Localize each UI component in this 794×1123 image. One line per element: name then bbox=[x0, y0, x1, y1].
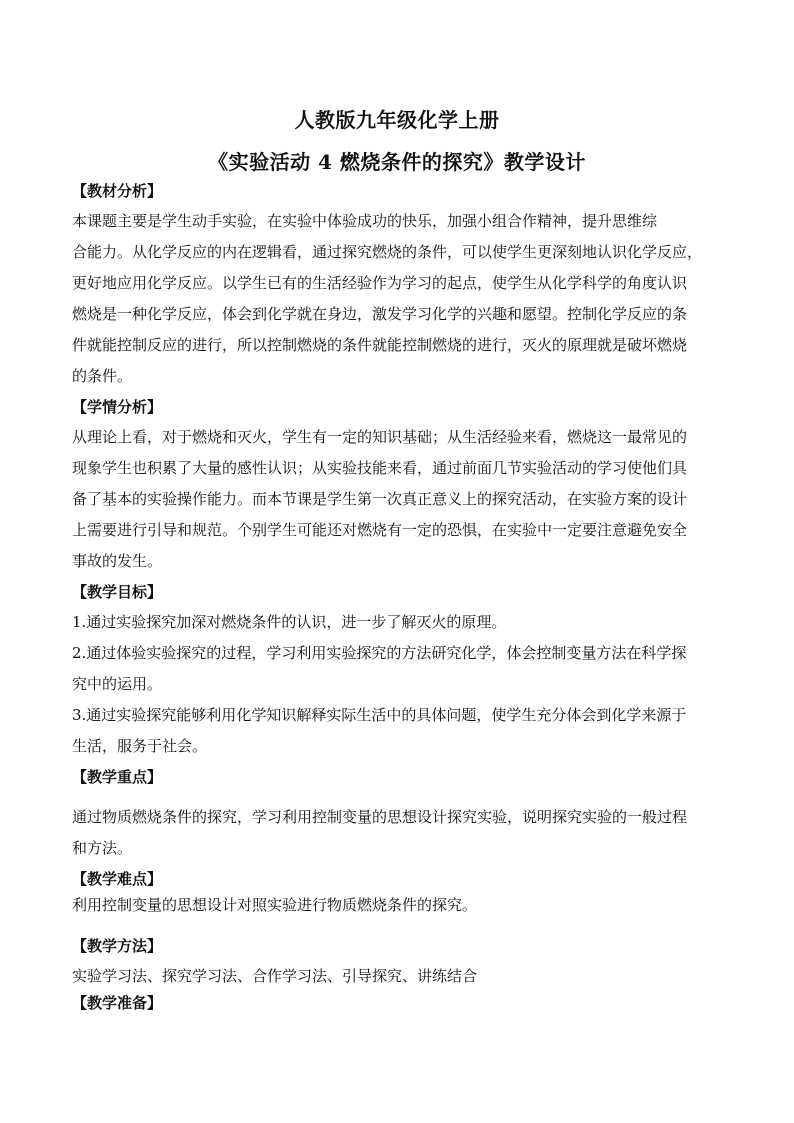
section-heading: 【学情分析】 bbox=[72, 398, 163, 416]
section-textbook-analysis bbox=[72, 180, 722, 392]
paragraph-line: 事故的发生。 bbox=[72, 552, 163, 570]
paragraph-line: 本课题主要是学生动手实验，在实验中体验成功的快乐，加强小组合作精神，提升思维综 bbox=[72, 212, 658, 230]
section-heading: 【教学准备】 bbox=[72, 994, 163, 1012]
paragraph-line: 现象学生也积累了大量的感性认识；从实验技能来看，通过前面几节实验活动的学习使他们具 bbox=[72, 459, 688, 477]
document-subtitle: 《实验活动 4 燃烧条件的探究》教学设计 bbox=[208, 150, 586, 174]
objective-item-3-cont: 生活，服务于社会。 bbox=[72, 737, 208, 755]
objective-item-3: 3.通过实验探究能够利用化学知识解释实际生活中的具体问题，使学生充分体会到化学来源于 bbox=[72, 706, 687, 724]
section-methods bbox=[72, 935, 722, 992]
section-heading: 【教学方法】 bbox=[72, 937, 163, 955]
paragraph-line: 通过物质燃烧条件的探究，学习利用控制变量的思想设计探究实验，说明探究实验的一般过程 bbox=[72, 808, 688, 826]
section-objectives bbox=[72, 581, 722, 762]
objective-item-2-cont: 究中的运用。 bbox=[72, 675, 163, 693]
section-heading: 【教材分析】 bbox=[72, 182, 163, 200]
section-heading: 【教学目标】 bbox=[72, 583, 163, 601]
paragraph-line: 上需要进行引导和规范。个别学生可能还对燃烧有一定的恐惧，在实验中一定要注意避免安全 bbox=[72, 521, 688, 539]
paragraph-line: 和方法。 bbox=[72, 839, 133, 857]
paragraph-line: 燃烧是一种化学反应，体会到化学就在身边，激发学习化学的兴趣和愿望。控制化学反应的条 bbox=[72, 305, 688, 323]
paragraph-line: 合能力。从化学反应的内在逻辑看，通过探究燃烧的条件，可以使学生更深刻地认识化学反应， bbox=[72, 243, 703, 261]
document-title: 人教版九年级化学上册 bbox=[294, 108, 500, 132]
section-heading: 【教学重点】 bbox=[72, 768, 163, 786]
paragraph-line: 备了基本的实验操作能力。而本节课是学生第一次真正意义上的探究活动，在实验方案的设计 bbox=[72, 490, 688, 508]
objective-item-1: 1.通过实验探究加深对燃烧条件的认识，进一步了解灭火的原理。 bbox=[72, 613, 507, 631]
objective-item-2: 2.通过体验实验探究的过程，学习利用实验探究的方法研究化学，体会控制变量方法在科学探 bbox=[72, 644, 687, 662]
paragraph-line: 的条件。 bbox=[72, 367, 133, 385]
section-key-points bbox=[72, 766, 722, 864]
document-body bbox=[72, 180, 722, 1014]
paragraph-line: 从理论上看，对于燃烧和灭火，学生有一定的知识基础；从生活经验来看，燃烧这一最常见的 bbox=[72, 428, 688, 446]
paragraph-line: 实验学习法、探究学习法、合作学习法、引导探究、讲练结合 bbox=[72, 967, 478, 985]
paragraph-line: 更好地应用化学反应。以学生已有的生活经验作为学习的起点，使学生从化学科学的角度认识 bbox=[72, 274, 688, 292]
section-student-analysis bbox=[72, 396, 722, 577]
paragraph-line: 件就能控制反应的进行，所以控制燃烧的条件就能控制燃烧的进行，灭火的原理就是破坏燃烧 bbox=[72, 336, 688, 354]
section-preparation bbox=[72, 992, 722, 1014]
paragraph-line: 利用控制变量的思想设计对照实验进行物质燃烧条件的探究。 bbox=[72, 896, 478, 914]
section-difficulties bbox=[72, 868, 722, 921]
section-heading: 【教学难点】 bbox=[72, 870, 163, 888]
